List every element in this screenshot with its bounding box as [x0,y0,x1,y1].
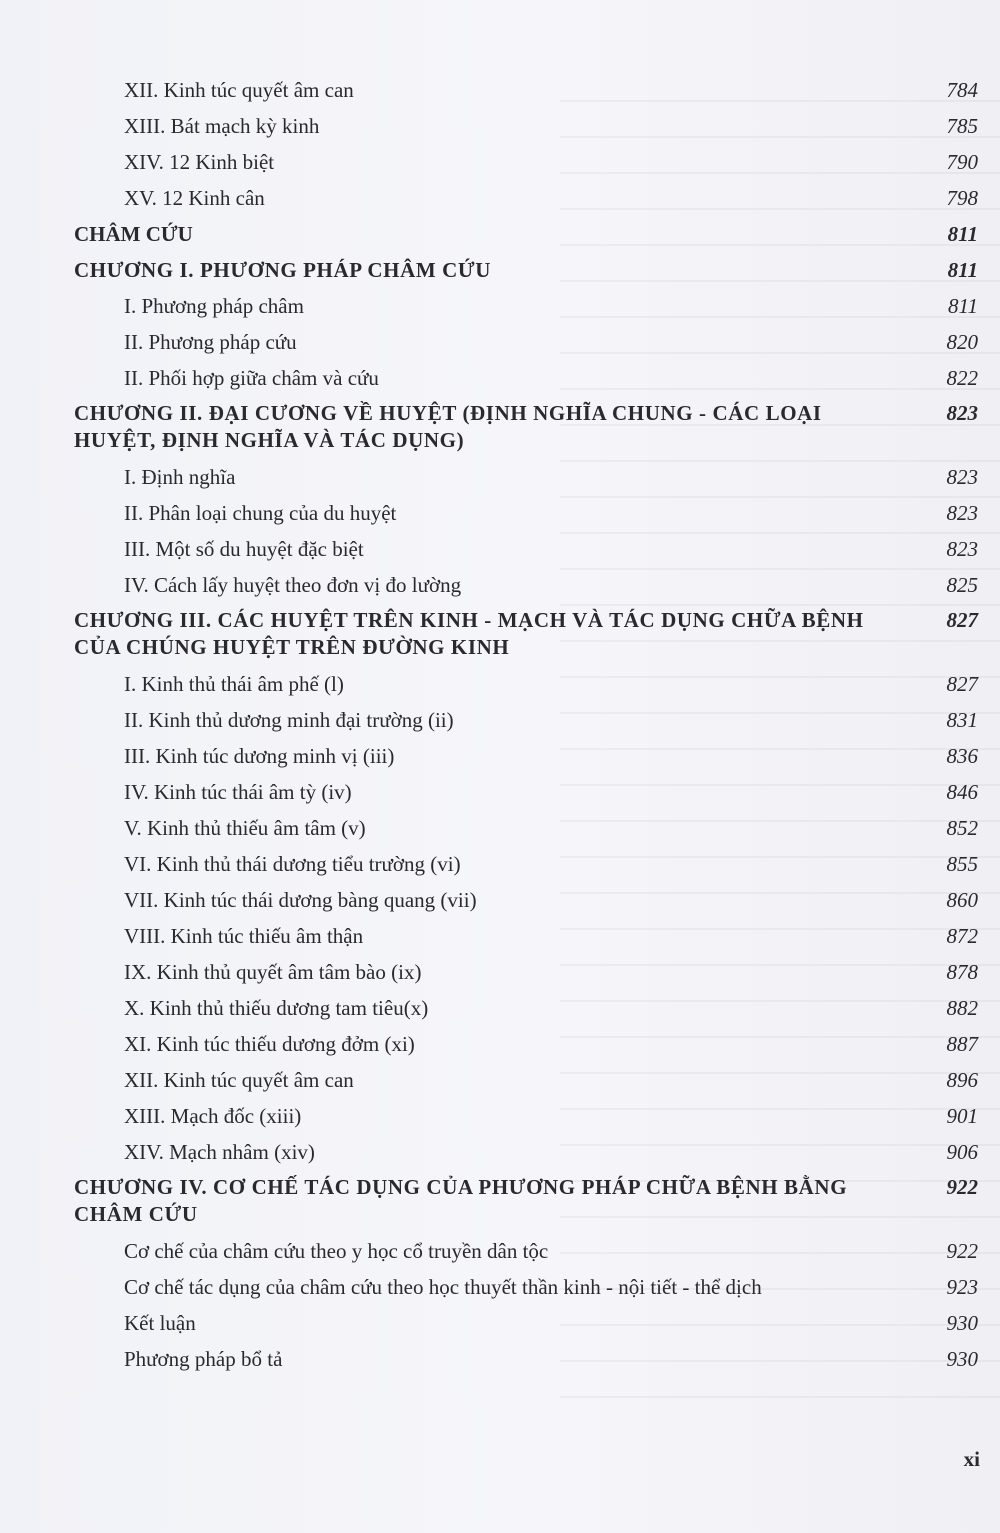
toc-entry-page: 827 [946,608,978,632]
toc-entry [74,666,978,702]
toc-entry [74,846,978,882]
toc-entry-page: 823 [946,501,978,525]
toc-entry-page: 855 [946,852,978,876]
toc-entry-page: 901 [946,1104,978,1128]
toc-entry [74,702,978,738]
toc-entry [74,495,978,531]
toc-entry [74,567,978,603]
toc-chapter-heading [74,252,978,288]
toc-entry [74,1026,978,1062]
toc-entry-title: I. Phương pháp châm [124,294,304,318]
toc-entry-page: 785 [946,114,978,138]
toc-entry-page: 836 [946,744,978,768]
toc-entry-title: CHƯƠNG IV. CƠ CHẾ TÁC DỤNG CỦA PHƯƠNG PHÁP CHỮA BỆNH BẰNG CHÂM CỨU [74,1175,848,1226]
toc-entry [74,1305,978,1341]
toc-entry-title: XIV. Mạch nhâm (xiv) [124,1140,315,1164]
toc-entry [74,459,978,495]
toc-entry [74,531,978,567]
toc-entry-title: Cơ chế tác dụng của châm cứu theo học thuyết thần kinh - nội tiết - thể dịch [124,1275,762,1299]
toc-entry [74,918,978,954]
toc-entry-title: III. Kinh túc dương minh vị (iii) [124,744,395,768]
toc-entry-title: CHƯƠNG III. CÁC HUYỆT TRÊN KINH - MẠCH VÀ TÁC DỤNG CHỮA BỆNH CỦA CHÚNG HUYỆT TRÊN ĐƯỜNG KINH [74,608,864,659]
toc-entry-title: II. Kinh thủ dương minh đại trường (ii) [124,708,454,732]
toc-entry-title: XII. Kinh túc quyết âm can [124,1068,354,1092]
toc-entry-page: 823 [946,465,978,489]
toc-entry-page: 846 [946,780,978,804]
toc-entry-title: IX. Kinh thủ quyết âm tâm bào (ix) [124,960,422,984]
toc-entry-title: V. Kinh thủ thiếu âm tâm (v) [124,816,366,840]
toc-entry-page: 896 [946,1068,978,1092]
toc-entry-title: II. Phối hợp giữa châm và cứu [124,366,379,390]
toc-entry-page: 887 [946,1032,978,1056]
toc-entry-title: Phương pháp bổ tả [124,1347,283,1371]
toc-entry-title: CHÂM CỨU [74,222,193,246]
toc-entry [74,180,978,216]
toc-entry-title: II. Phương pháp cứu [124,330,297,354]
toc-entry-page: 922 [946,1175,978,1199]
toc-entry-page: 811 [948,294,978,318]
toc-entry-page: 930 [946,1311,978,1335]
toc-entry-page: 906 [946,1140,978,1164]
toc-entry-title: CHƯƠNG II. ĐẠI CƯƠNG VỀ HUYỆT (ĐỊNH NGHĨA CHUNG - CÁC LOẠI HUYỆT, ĐỊNH NGHĨA VÀ TÁC DỤNG) [74,401,822,452]
toc-entry [74,1233,978,1269]
page-number: xi [963,1447,980,1471]
toc-entry-title: CHƯƠNG I. PHƯƠNG PHÁP CHÂM CỨU [74,258,491,282]
toc-entry-page: 825 [946,573,978,597]
toc-entry-page: 923 [946,1275,978,1299]
toc-entry-title: Cơ chế của châm cứu theo y học cổ truyền dân tộc [124,1239,549,1263]
toc-entry [74,360,978,396]
toc-entry-page: 811 [947,258,978,282]
toc-entry [74,1269,978,1305]
toc-entry [74,1062,978,1098]
toc-entry-title: X. Kinh thủ thiếu dương tam tiêu(x) [124,996,429,1020]
toc-entry-title: XIII. Mạch đốc (xiii) [124,1104,302,1128]
toc-section-heading [74,216,978,252]
toc-entry [74,954,978,990]
toc-entry-title: III. Một số du huyệt đặc biệt [124,537,364,561]
toc-entry-title: VIII. Kinh túc thiếu âm thận [124,924,364,948]
toc-entry-page: 852 [946,816,978,840]
toc-entry-page: 878 [946,960,978,984]
toc-entry-title: VII. Kinh túc thái dương bàng quang (vii) [124,888,477,912]
toc-entry [74,1098,978,1134]
toc-entry-title: XIV. 12 Kinh biệt [124,150,275,174]
toc-entry-title: I. Định nghĩa [124,465,236,489]
toc-entry-page: 831 [946,708,978,732]
toc-entry-page: 784 [946,78,978,102]
toc-entry-title: II. Phân loại chung của du huyệt [124,501,397,525]
toc-entry [74,810,978,846]
toc-entry-page: 790 [946,150,978,174]
toc-entry [74,144,978,180]
toc-entry-title: XI. Kinh túc thiếu dương đởm (xi) [124,1032,415,1056]
toc-entry-title: IV. Cách lấy huyệt theo đơn vị đo lường [124,573,462,597]
toc-chapter-heading [74,1170,978,1233]
toc-entry-page: 860 [946,888,978,912]
toc-entry-title: VI. Kinh thủ thái dương tiểu trường (vi) [124,852,461,876]
toc-entry-title: I. Kinh thủ thái âm phế (l) [124,672,344,696]
toc-entry-page: 922 [946,1239,978,1263]
toc-entry [74,324,978,360]
toc-entry-page: 822 [946,366,978,390]
toc-entry [74,738,978,774]
toc-entry-title: Kết luận [124,1311,196,1335]
toc-entry-page: 872 [946,924,978,948]
toc-entry [74,990,978,1026]
toc-entry [74,1341,978,1377]
toc-entry-page: 827 [946,672,978,696]
toc-entry [74,1134,978,1170]
toc-entry-title: IV. Kinh túc thái âm tỳ (iv) [124,780,352,804]
toc-entry-page: 823 [946,537,978,561]
toc-entry [74,774,978,810]
toc-entry-page: 823 [946,401,978,425]
toc-entry [74,882,978,918]
toc-entry [74,72,978,108]
toc-entry-title: XV. 12 Kinh cân [124,186,265,210]
table-of-contents [74,72,978,1377]
toc-entry [74,108,978,144]
toc-entry-page: 798 [946,186,978,210]
toc-entry-page: 930 [946,1347,978,1371]
toc-entry [74,288,978,324]
toc-entry-title: XIII. Bát mạch kỳ kinh [124,114,320,138]
toc-entry-page: 811 [947,222,978,246]
toc-entry-page: 820 [946,330,978,354]
toc-entry-page: 882 [946,996,978,1020]
toc-chapter-heading [74,396,978,459]
toc-entry-title: XII. Kinh túc quyết âm can [124,78,354,102]
toc-chapter-heading [74,603,978,666]
